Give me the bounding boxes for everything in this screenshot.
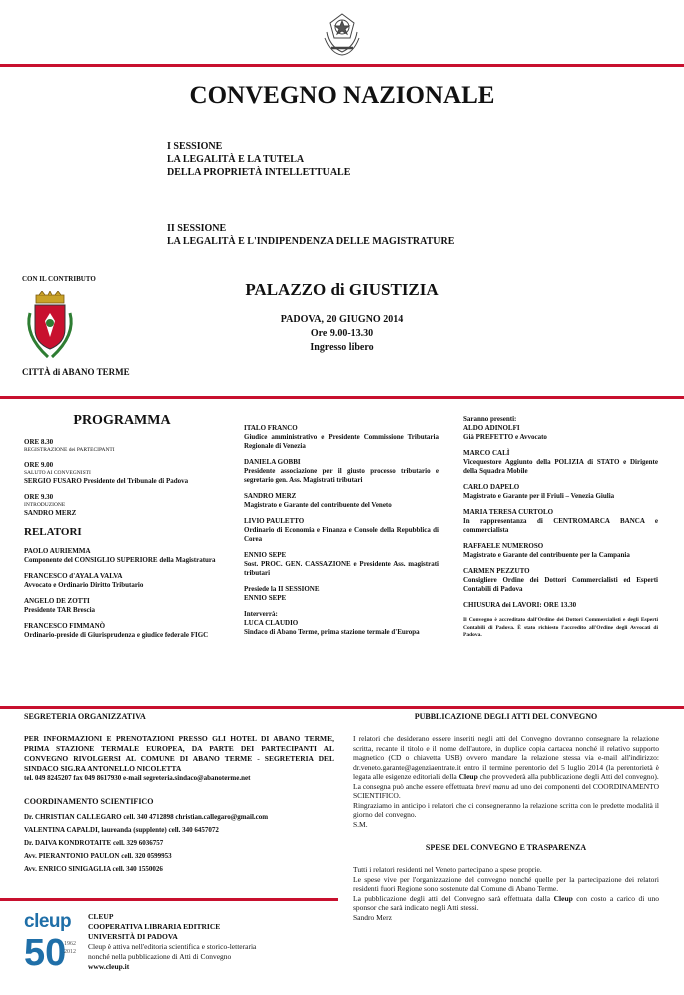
cleup-info — [88, 912, 328, 972]
session-2-title: LA LEGALITÀ E L'INDIPENDENZA DELLE MAGISTRATURE — [167, 236, 455, 247]
guest-name: MARCO CALÌ — [463, 449, 510, 457]
spese-signature: Sandro Merz — [353, 912, 392, 922]
segreteria-title: SEGRETERIA ORGANIZZATIVA — [24, 712, 146, 721]
guest-entry — [463, 567, 658, 594]
coordinator-contact: Dr. DAIVA KONDROTAITE cell. 329 6036757 — [24, 839, 164, 847]
guest-role: Magistrato e Garante del contribuente per la Campania — [463, 551, 630, 559]
pubblicazione-section — [353, 712, 659, 922]
session-2 — [167, 222, 454, 248]
speaker-role: Magistrato e Garante del contribuente del Veneto — [244, 501, 392, 509]
agenda-text: SANDRO MERZ — [24, 509, 77, 517]
chair-entry — [244, 585, 439, 603]
guest-name: CARLO DAPELO — [463, 483, 520, 491]
session-1-label: I SESSIONE — [167, 141, 223, 152]
agenda-time: ORE 9.30 — [24, 493, 54, 501]
presenti-column — [463, 415, 658, 640]
pubblicazione-text: che provvederà alla pubblicazione degli Atti del convegno). — [479, 772, 659, 781]
speaker-role: Ordinario di Economia e Finanza e Console della Repubblica di Corea — [244, 526, 439, 543]
speaker-role: Sost. PROC. GEN. CASSAZIONE e Presidente Ass. magistrati tributari — [244, 560, 439, 577]
venue-name: PALAZZO di GIUSTIZIA — [245, 280, 439, 299]
guest-role: Già PREFETTO e Avvocato — [463, 433, 547, 441]
speaker-role: Componente del CONSIGLIO SUPERIORE della Magistratura — [24, 556, 216, 564]
cleup-name: Cleup — [458, 772, 478, 781]
pubblicazione-paragraph-3: Ringraziamo in anticipo i relatori che ci consegneranno la relazione scritta con le predette modalità il giorno del convegno. — [353, 800, 659, 819]
guest-role: Consigliere Ordine dei Dottori Commercialisti ed Esperti Contabili di Padova — [463, 576, 658, 593]
guest-entry — [463, 508, 658, 535]
pubblicazione-italic: brevi manu — [475, 781, 510, 791]
speaker-name: ITALO FRANCO — [244, 424, 298, 432]
session-1 — [167, 140, 350, 179]
coordinamento-title: COORDINAMENTO SCIENTIFICO — [24, 797, 154, 806]
event-time: Ore 9.00-13.30 — [310, 328, 374, 339]
lower-red-rule — [0, 706, 684, 709]
speaker-entry — [24, 572, 220, 590]
chair-label: Presiede la II SESSIONE — [244, 585, 320, 593]
cleup-logo-word: cleup — [24, 911, 72, 932]
cleup-name: Cleup — [553, 893, 573, 903]
speaker-entry — [244, 551, 439, 578]
spese-paragraph-2: Le spese vive per l'organizzazione del convegno nonché quelle per la partecipazione dei relatori residenti fuori Regione sono sostenute dal Comune di Abano Terme. — [353, 874, 659, 893]
coordinator-contact: Avv. PIERANTONIO PAULON cell. 320 0599953 — [24, 852, 172, 860]
guest-role: Magistrato e Garante per il Friuli – Venezia Giulia — [463, 492, 615, 500]
speaker-role: Ordinario-preside di Giurisprudenza e giudice federale FIGC — [24, 631, 209, 639]
guest-entry — [463, 449, 658, 476]
coordinator-contact: VALENTINA CAPALDI, laureanda (supplente) cell. 340 6457072 — [24, 826, 219, 834]
programma-title: PROGRAMMA — [73, 413, 171, 428]
guest-entry — [463, 542, 658, 560]
cleup-university: UNIVERSITÀ DI PADOVA — [88, 932, 178, 941]
speaker-name: ENNIO SEPE — [244, 551, 287, 559]
speaker-name: DANIELA GOBBI — [244, 458, 301, 466]
intervention-role: Sindaco di Abano Terme, prima stazione termale d'Europa — [244, 628, 420, 636]
speaker-entry — [244, 424, 439, 451]
guest-entry — [463, 424, 658, 442]
pubblicazione-text: ad uno dei componenti del COORDINAMENTO SCIENTIFICO. — [353, 781, 659, 800]
event-entry: Ingresso libero — [310, 342, 374, 353]
chair-name: ENNIO SEPE — [244, 594, 287, 602]
segreteria-info: PER INFORMAZIONI E PRENOTAZIONI PRESSO GLI HOTEL DI ABANO TERME, PRIMA STAZIONE TERMALE EUROPEA, DA PARTE DEI PARTECIPANTI AL CONVEGNO RIVOLGERSI AL COMUNE DI ABANO TERME - SEGRETERIA DEL SINDACO SIG.RA ANTONELLO NICOLETTA — [24, 734, 334, 773]
speaker-name: SANDRO MERZ — [244, 492, 297, 500]
city-name: CITTÀ di ABANO TERME — [22, 367, 130, 377]
guest-name: MARIA TERESA CURTOLO — [463, 508, 554, 516]
speaker-role: Giudice amministrativo e Presidente Commissione Tributaria Regionale di Venezia — [244, 433, 439, 450]
cleup-anniversary-number: 50 — [24, 932, 67, 974]
session-1-title-line-1: LA LEGALITÀ E LA TUTELA — [167, 154, 305, 165]
speaker-role: Presidente TAR Brescia — [24, 606, 96, 614]
agenda-item — [24, 438, 220, 454]
speaker-name: PAOLO AURIEMMA — [24, 547, 91, 555]
guest-name: CARMEN PEZZUTO — [463, 567, 530, 575]
segreteria-contact: tel. 049 8245207 fax 049 8617930 e-mail segreteria.sindaco@abanoterme.net — [24, 774, 251, 782]
guest-name: RAFFAELE NUMEROSO — [463, 542, 544, 550]
presenti-intro: Saranno presenti: — [463, 415, 517, 423]
accreditation-note: Il Convegno è accreditato dall'Ordine dei Dottori Commercialisti e degli Esperti Contabili di Padova. È stato richiesto l'accredito all'Ordine degli Avvocati di Padova. — [463, 617, 658, 638]
spese-text: con costo a carico di uno sponsor che sarà indicato negli Atti stessi. — [353, 893, 660, 912]
cleup-logo — [24, 912, 82, 984]
session-1-title-line-2: DELLA PROPRIETÀ INTELLETTUALE — [167, 167, 351, 178]
session-2-label: II SESSIONE — [167, 223, 227, 234]
agenda-text: SERGIO FUSARO Presidente del Tribunale di Padova — [24, 477, 189, 485]
segreteria-section — [24, 712, 334, 874]
agenda-text: SALUTO AI CONVEGNISTI — [24, 470, 91, 476]
speaker-entry — [24, 622, 220, 640]
abano-terme-coat-of-arms-icon — [22, 291, 78, 361]
speaker-entry — [24, 597, 220, 615]
speaker-name: ANGELO DE ZOTTI — [24, 597, 90, 605]
coordinator-contact: Dr. CHRISTIAN CALLEGARO cell. 340 4712898 christian.callegaro@gmail.com — [24, 813, 269, 821]
closing-time: CHIUSURA dei LAVORI: ORE 13.30 — [463, 601, 577, 609]
intervention-entry — [244, 610, 439, 637]
speaker-name: FRANCESCO FIMMANÒ — [24, 622, 106, 630]
relatori-column-2 — [244, 424, 439, 644]
speaker-entry — [244, 458, 439, 485]
event-date: PADOVA, 20 GIUGNO 2014 — [280, 314, 404, 325]
middle-red-rule — [0, 396, 684, 399]
coordinator-contact: Avv. ENRICO SINIGAGLIA cell. 340 1550026 — [24, 865, 163, 873]
guest-role: In rappresentanza di CENTROMARCA BANCA e commercialista — [463, 517, 658, 534]
cleup-description: nonché nella pubblicazione di Atti di Convegno — [88, 952, 232, 961]
italian-republic-emblem-icon — [319, 8, 365, 58]
guest-role: Vicequestore Aggiunto della POLIZIA di STATO e Dirigente della Squadra Mobile — [463, 458, 658, 475]
guest-name: ALDO ADINOLFI — [463, 424, 520, 432]
agenda-time: ORE 8.30 — [24, 438, 54, 446]
relatori-title: RELATORI — [24, 526, 82, 538]
agenda-time: ORE 9.00 — [24, 461, 54, 469]
venue-details — [200, 313, 484, 355]
agenda-item — [24, 493, 220, 518]
agenda-item — [24, 461, 220, 486]
spese-paragraph-1: Tutti i relatori residenti nel Veneto partecipano a spese proprie. — [353, 865, 542, 874]
cleup-description: Cleup è attiva nell'editoria scientifica e storico-letteraria — [88, 942, 257, 951]
speaker-name: FRANCESCO d'AYALA VALVA — [24, 572, 123, 580]
pubblicazione-text: I relatori che desiderano essere inseriti negli atti del Convegno dovranno consegnare la relazione scritta, recante il titolo e il nome dell'autore, in duplice copia cartacea nonché il relativo supporto magnetico (CD o chiavetta USB) ovvero mandare la relazione stessa via e-mail all'indirizzo: dr.veneto.garante@agenziaentrate.it entro il termine perentorio del 5 luglio 2014 (la perentorietà è legata alle esigenze editoriali della — [353, 734, 659, 781]
page-title: CONVEGNO NAZIONALE — [189, 82, 495, 109]
programma-column — [24, 412, 220, 647]
top-red-rule — [0, 64, 684, 67]
speaker-entry — [24, 547, 220, 565]
cleup-website-link[interactable]: www.cleup.it — [88, 962, 130, 971]
spese-paragraph-3 — [353, 894, 659, 913]
intervention-name: LUCA CLAUDIO — [244, 619, 299, 627]
intervention-label: Interverrà: — [244, 610, 278, 618]
speaker-entry — [244, 492, 439, 510]
agenda-text: REGISTRAZIONE dei PARTECIPANTI — [24, 447, 115, 453]
cleup-full-name: COOPERATIVA LIBRARIA EDITRICE — [88, 922, 221, 931]
cleup-name: CLEUP — [88, 912, 114, 921]
speaker-name: LIVIO PAULETTO — [244, 517, 305, 525]
pubblicazione-signature: S.M. — [353, 819, 368, 829]
pubblicazione-title: PUBBLICAZIONE DEGLI ATTI DEL CONVEGNO — [414, 712, 598, 721]
contributo-label: CON IL CONTRIBUTO — [22, 275, 96, 283]
pubblicazione-text: La consegna può anche essere effettuata — [353, 781, 474, 791]
pubblicazione-paragraph-1 — [353, 734, 659, 782]
bottom-left-red-rule — [0, 898, 338, 901]
spese-title: SPESE DEL CONVEGNO E TRASPARENZA — [425, 843, 587, 852]
agenda-text: INTRODUZIONE — [24, 502, 66, 508]
cleup-anniversary-years: 1962 2012 — [64, 941, 76, 955]
guest-entry — [463, 483, 658, 501]
spese-text: La pubblicazione degli atti del Convegno sarà effettuata dalla — [353, 893, 551, 903]
speaker-role: Presidente associazione per il giusto processo tributario e segretario gen. Ass. Magistrati tributari — [244, 467, 439, 484]
speaker-entry — [244, 517, 439, 544]
speaker-role: Avvocato e Ordinario Diritto Tributario — [24, 581, 144, 589]
pubblicazione-paragraph-2 — [353, 782, 659, 801]
